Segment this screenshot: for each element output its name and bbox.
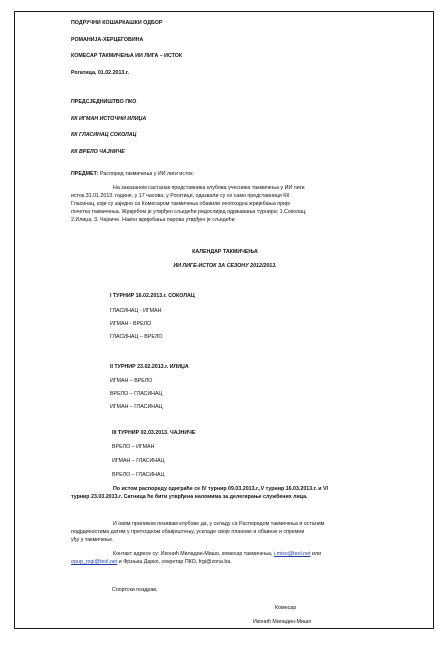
tournament-1-game-2: ИГМАН - ВРЕЛО — [110, 321, 152, 327]
calendar-subtitle: ИИ ЛИГЕ-ИСТОК ЗА СЕЗОНУ 2012/2013. — [173, 263, 277, 269]
document-page — [14, 11, 434, 629]
intro-line-2: исток,31.01.2013. године, у 17 часова, у Рогатици, одазвали су се само представници КК — [71, 193, 290, 199]
tournament-2-heading: II ТУРНИР 23.02.2013.г. ИЛИЏА — [110, 364, 189, 370]
contact-prefix: Контакт адресе су: Иконић Миладин-Мишо, комесар такмичења, — [113, 551, 274, 557]
tournament-3-game-3: ВРЕЛО – ГЛАСИНАЦ — [112, 472, 165, 478]
header-region: РОМАНИЈА-ХЕРЦЕГОВИНА — [71, 37, 144, 43]
calendar-title: КАЛЕНДАР ТАКМИЧЕЊА — [192, 249, 258, 255]
contact-line-2 — [71, 559, 232, 566]
contact-mid-1: или — [310, 551, 321, 557]
opup-email-link[interactable]: opup_rogi@teol.net — [71, 559, 118, 565]
header-place-date: Рогатица, 01.02.2013.г. — [71, 70, 129, 76]
tournament-2-game-2: ВРЕЛО – ГЛАСИНАЦ — [110, 391, 163, 397]
invite-line-1: И овом приликом позивам клубове да, у складу са Распоредом такмичења и осталим — [113, 521, 325, 527]
note-line-1: По истом распореду одиграће се IV турнир 09.03.2013.г.,V турнир 16.03.2013.г. и VI — [113, 486, 328, 492]
invite-line-2: подрдиностима датим у претходном обавјештењу, ускладе своје планове и обавезе и спремни — [71, 529, 305, 535]
tournament-1-game-1: ГЛАСИНАЦ - ИГМАН — [110, 308, 162, 314]
subject-text: Распоред такмичења у ИИ лиги исток. — [98, 171, 195, 177]
commissioner-email-link[interactable]: i.miso@teol.net — [273, 551, 311, 557]
tournament-1-heading: I ТУРНИР 16.02.2013.г. СОКОЛАЦ — [110, 293, 195, 299]
signature-name: Иконић Миладин-Мишо — [253, 619, 312, 625]
recipient-presidency: ПРЕДСЈЕДНИШТВО ПКО — [71, 99, 137, 105]
subject-line — [71, 171, 194, 178]
tournament-2-game-3: ИГМАН – ГЛАСИНАЦ — [110, 404, 163, 410]
invite-line-3: уђу у такмичење. — [71, 537, 114, 543]
contact-line-1 — [113, 551, 321, 558]
recipient-glasinac: КК ГЛАСИНАЦ СОКОЛАЦ — [71, 132, 137, 138]
recipient-igman: КК ИГМАН ИСТОЧНИ ИЛИЏА — [71, 116, 147, 122]
signature-role: Комесар — [275, 605, 297, 611]
intro-line-5: 2.Илиџа, 3. Чајниче. Након жријебања парова утврђен је сљедећи — [71, 217, 235, 223]
closing-greeting: Спортски поздрав, — [112, 587, 158, 593]
intro-line-4: почетка такмичења. Жријебом је утврђен сљедећи редослијед одржавања турнира: 1.Соколац, — [71, 209, 307, 215]
header-commissioner: КОМЕСАР ТАКМИЧЕЊА ИИ ЛИГА – ИСТОК — [71, 53, 183, 59]
header-org: ПОДРУЧНИ КОШАРКАШКИ ОДБОР — [71, 20, 163, 26]
intro-line-3: Гласинац, који су заједно са Комесаром такмичења обавили неопходна жријебања прије — [71, 201, 291, 207]
subject-label: ПРЕДМЕТ: — [71, 171, 99, 177]
tournament-2-game-1: ИГМАН – ВРЕЛО — [110, 378, 153, 384]
recipient-vrelo: КК ВРЕЛО ЧАЈНИЧЕ — [71, 149, 125, 155]
tournament-3-game-1: ВРЕЛО – ИГМАН — [112, 444, 155, 450]
note-line-2: турнир 23.03.2013.г. Сатница ће бити утврђена наломима за делегирање службених лица. — [71, 494, 308, 500]
contact-mid-2: и Фрзњка Дарко, секретар ПКО, frgi@zona.ba. — [117, 559, 232, 565]
intro-line-1: На заказаном састанак представника клубова учесника такмичења у ИИ лиги — [113, 185, 305, 191]
tournament-3-heading: III ТУРНИР 02.03.2013. ЧАЈНИЧЕ — [112, 430, 196, 436]
tournament-1-game-3: ГЛАСИНАЦ – ВРЕЛО — [110, 334, 163, 340]
tournament-3-game-2: ИГМАН – ГЛАСИНАЦ — [112, 458, 165, 464]
